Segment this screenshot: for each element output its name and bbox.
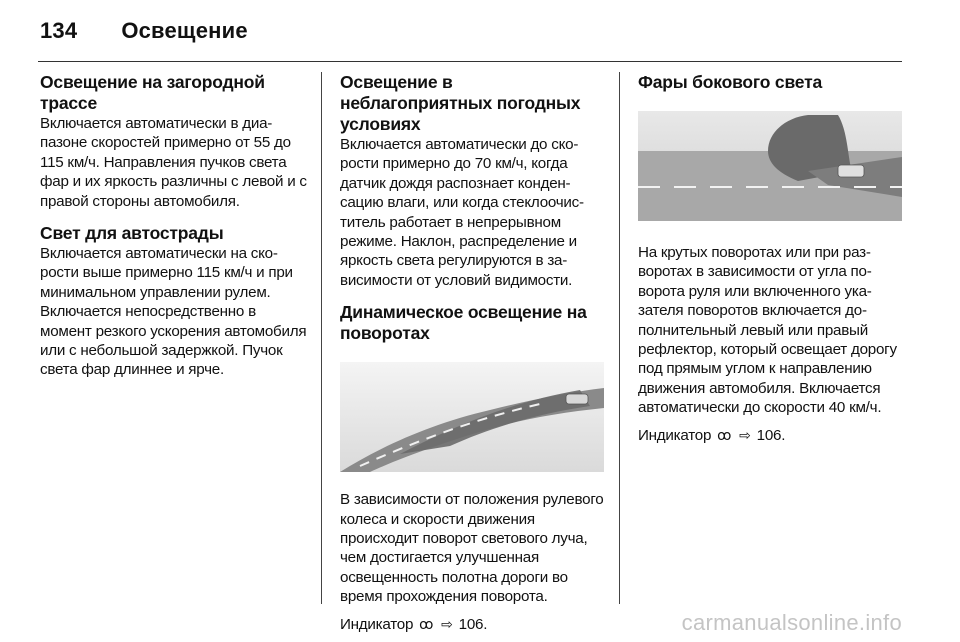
column-3: [638, 72, 906, 445]
curve-light-indicator-icon: ꝏ: [419, 615, 434, 632]
curve-light-indicator-icon: ꝏ: [717, 426, 732, 443]
page-number: 134: [40, 18, 78, 43]
header-divider: [38, 61, 902, 62]
section-text-dynamic-curve-light: В зависимости от положения рулевого колеса и скорости движения происходит поворот светового луча, чем достигается улучшенная освещенность полотна дороги во время прохождения поворота.: [340, 491, 604, 606]
column-divider-2: [619, 72, 620, 604]
page-ref-arrow-icon[interactable]: ⇨: [739, 426, 751, 443]
page-ref-number[interactable]: 106.: [756, 426, 786, 444]
page-ref-number[interactable]: 106.: [458, 615, 488, 633]
page-ref-arrow-icon[interactable]: ⇨: [441, 615, 453, 632]
section-title-motorway-light: Свет для автострады: [40, 223, 224, 244]
column-2: [340, 72, 608, 634]
section-text-motorway-light: Включается автоматически на скорости выше примерно 115 км/ч и при минимальном управлении рулем. Включается непосредственно в момент резкого ускорения автомобиля или с небольшой задержкой. Пучок света фар длиннее и ярче.: [40, 245, 307, 379]
chapter-title: Освещение: [121, 18, 248, 43]
section-text-country-lighting: Включается автоматически в диапазоне скоростей примерно от 55 до 115 км/ч. Направления пучков света фар и их яркость различны с левой и с правой стороны автомобиля.: [40, 115, 307, 210]
curve-lighting-illustration: [340, 362, 604, 472]
page-header: [40, 18, 248, 48]
section-title-country-lighting: Освещение на загородной трассе: [40, 72, 265, 113]
section-title-adverse-weather: Освещение в неблагоприятных погодных условиях: [340, 72, 581, 134]
cornering-light-illustration: [638, 111, 902, 221]
section-text-adverse-weather: Включается автоматически до скорости примерно до 70 км/ч, когда датчик дождя распознает конденсацию влаги, или когда стеклоочиститель работает в непрерывном режиме. Наклон, распределение и яркость света регулируются в зависимости от условий видимости.: [340, 136, 585, 289]
indicator-label: Индикатор: [340, 615, 414, 633]
section-title-dynamic-curve-light: Динамическое освещение на поворотах: [340, 302, 587, 344]
indicator-label: Индикатор: [638, 426, 712, 444]
section-title-cornering-lights: Фары бокового света: [638, 72, 822, 92]
column-1: [40, 72, 308, 380]
indicator-reference-2: [638, 426, 906, 445]
indicator-reference: [340, 615, 608, 634]
watermark: carmanualsonline.info: [681, 610, 902, 635]
column-divider-1: [321, 72, 322, 604]
section-text-cornering-lights: На крутых поворотах или при разворотах в зависимости от угла поворота руля или включенного указателя поворотов включается дополнительный левый или правый рефлектор, который освещает дорогу под прямым углом к направлению движения автомобиля. Включается автоматически до скорости 40 км/ч.: [638, 244, 897, 417]
